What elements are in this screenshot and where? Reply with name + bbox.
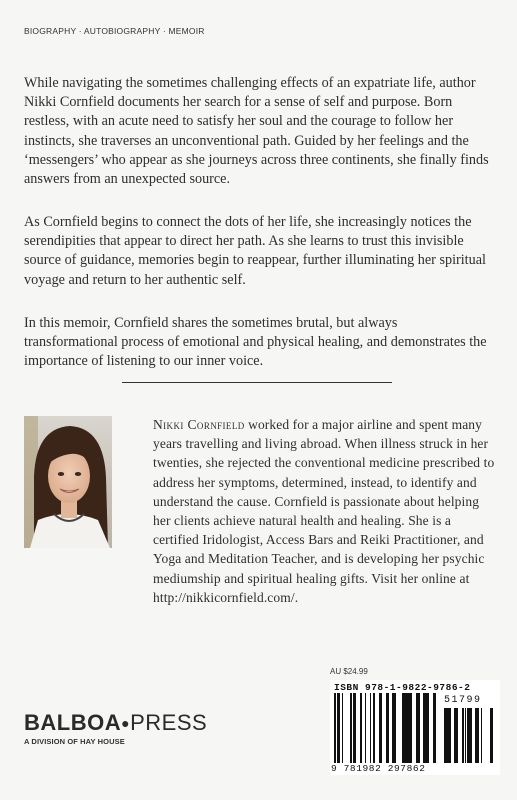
author-bio xyxy=(153,415,498,607)
blurb-paragraph: In this memoir, Cornfield shares the sometimes brutal, but always transformational process of emotional and physical healing, and demonstrates the importance of listening to our inner voice. xyxy=(24,315,487,370)
blurb-paragraph: As Cornfield begins to connect the dots of her life, she increasingly notices the serendipities that appear to direct her path. As she learns to trust this invisible source of guidance, memories begin to reappear, further illuminating her spiritual voyage and return to her authentic self. xyxy=(24,214,486,288)
category-label: BIOGRAPHY · AUTOBIOGRAPHY · MEMOIR xyxy=(24,26,205,36)
ean-barcode-bars xyxy=(334,693,438,763)
isbn-text: ISBN 978-1-9822-9786-2 xyxy=(334,682,471,693)
price-label: AU $24.99 xyxy=(330,667,368,676)
addon-number: 51799 xyxy=(444,695,482,706)
publisher-division: A DIVISION OF HAY HOUSE xyxy=(24,737,125,746)
blurb-paragraph: While navigating the sometimes challenging effects of an expatriate life, author Nikki Cornfield documents her search for a sense of self and purpose. Born restless, with an acute need to satisfy her soul and the courage to follow her instincts, she traverses an unconventional path. Guided by her feelings and the ‘messengers’ who appear as she journeys across three continents, she finally finds answers from an unexpected source. xyxy=(24,75,489,188)
author-bio-text: worked for a major airline and spent many years travelling and living abroad. When illness struck in her twenties, she rejected the conventional medicine prescribed to address her symptoms, determined, instead, to identify and understand the cause. Cornfield is passionate about helping her clients achieve natural health and healing. She is a certified Iridologist, Access Bars and Reiki Practitioner, and Yoga and Meditation Teacher, and is developing her psychic mediumship and spiritual healing gifts. Visit her online at http://nikkicornfield.com/. xyxy=(153,417,495,605)
addon-barcode-bars xyxy=(444,708,496,763)
barcode xyxy=(330,680,500,775)
publisher-name-light: PRESS xyxy=(130,710,208,735)
publisher-name-bold: BALBOA xyxy=(24,710,122,735)
dot-icon: ● xyxy=(121,715,131,731)
author-photo xyxy=(24,416,112,548)
author-name: Nikki Cornfield xyxy=(153,417,245,432)
ean-digits: 9 781982 297862 xyxy=(331,763,426,774)
publisher-logo xyxy=(24,711,207,746)
divider-rule xyxy=(122,382,392,383)
